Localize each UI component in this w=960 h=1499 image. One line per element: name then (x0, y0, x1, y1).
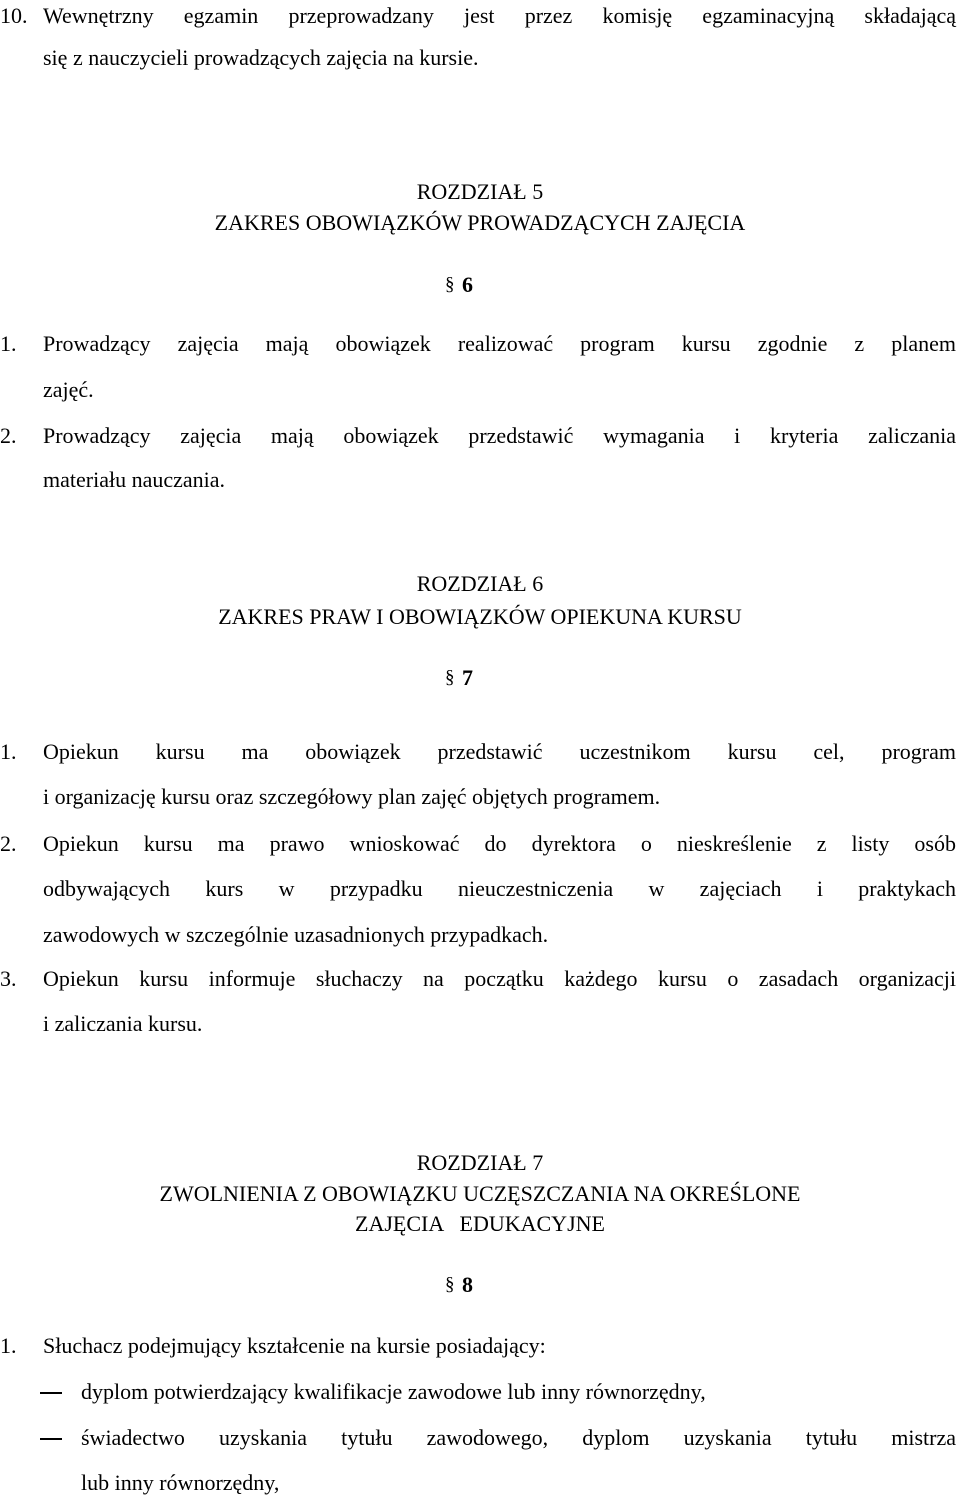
chapter-5-point-2-line-2: materiału nauczania. (43, 467, 226, 492)
chapter-6-point-2-line-3: zawodowych w szczególnie uzasadnionych przypadkach. (43, 922, 549, 947)
chapter-5-point-1-line-2: zajęć. (43, 377, 94, 402)
chapter-7-subtitle-line-1: ZWOLNIENIA Z OBOWIĄZKU UCZĘSZCZANIA NA OKREŚLONE (159, 1181, 801, 1206)
chapter-6-point-2-line-1: Opiekun kursu ma prawo wnioskować do dyrektora o nieskreślenie z listy osób (43, 831, 956, 856)
item-10-number: 10. (0, 3, 28, 28)
chapter-6-point-1-line-1: Opiekun kursu ma obowiązek przedstawić uczestnikom kursu cel, program (43, 739, 956, 764)
chapter-5-title: ROZDZIAŁ 5 (416, 179, 544, 204)
paragraph-number-8: 8 (462, 1272, 473, 1297)
chapter-5-point-1-line-1: Prowadzący zajęcia mają obowiązek realizować program kursu zgodnie z planem (43, 331, 956, 356)
paragraph-number-7: 7 (462, 665, 473, 690)
chapter-5-subtitle: ZAKRES OBOWIĄZKÓW PROWADZĄCYCH ZAJĘCIA (214, 210, 746, 235)
chapter-6-point-2-number: 2. (0, 831, 17, 856)
chapter-7-point-1-line-1: Słuchacz podejmujący kształcenie na kursie posiadający: (43, 1333, 546, 1358)
chapter-6-point-1-number: 1. (0, 739, 17, 764)
chapter-7-bullet-2-line-1: świadectwo uzyskania tytułu zawodowego, dyplom uzyskania tytułu mistrza (81, 1425, 956, 1450)
chapter-5-point-2-line-1: Prowadzący zajęcia mają obowiązek przedstawić wymagania i kryteria zaliczania (43, 423, 956, 448)
paragraph-sign: § (445, 1274, 455, 1295)
bullet-dash (40, 1438, 62, 1440)
paragraph-number-6: 6 (462, 272, 473, 297)
chapter-6-point-1-line-2: i organizację kursu oraz szczegółowy plan zajęć objętych programem. (43, 784, 661, 809)
chapter-6-point-3-line-2: i zaliczania kursu. (43, 1011, 203, 1036)
chapter-5-point-2-number: 2. (0, 423, 17, 448)
chapter-7-title: ROZDZIAŁ 7 (416, 1150, 544, 1175)
chapter-6-point-2-line-2: odbywających kurs w przypadku nieuczestniczenia w zajęciach i praktykach (43, 876, 956, 901)
chapter-7-subtitle-line-2: ZAJĘCIA EDUKACYJNE (355, 1211, 605, 1236)
bullet-dash (40, 1392, 62, 1394)
chapter-6-title: ROZDZIAŁ 6 (416, 571, 544, 596)
chapter-6-point-3-number: 3. (0, 966, 17, 991)
chapter-5-point-1-number: 1. (0, 331, 17, 356)
item-10-text-line-2: się z nauczycieli prowadzących zajęcia na kursie. (43, 45, 479, 70)
chapter-6-subtitle: ZAKRES PRAW I OBOWIĄZKÓW OPIEKUNA KURSU (218, 604, 742, 629)
paragraph-sign: § (445, 274, 455, 295)
paragraph-sign: § (445, 667, 455, 688)
chapter-7-bullet-2-line-2: lub inny równorzędny, (81, 1470, 280, 1495)
chapter-6-point-3-line-1: Opiekun kursu informuje słuchaczy na początku każdego kursu o zasadach organizacji (43, 966, 956, 991)
chapter-7-bullet-1: dyplom potwierdzający kwalifikacje zawodowe lub inny równorzędny, (81, 1379, 706, 1404)
item-10-text-line-1: Wewnętrzny egzamin przeprowadzany jest przez komisję egzaminacyjną składającą (43, 3, 956, 28)
chapter-7-point-1-number: 1. (0, 1333, 17, 1358)
